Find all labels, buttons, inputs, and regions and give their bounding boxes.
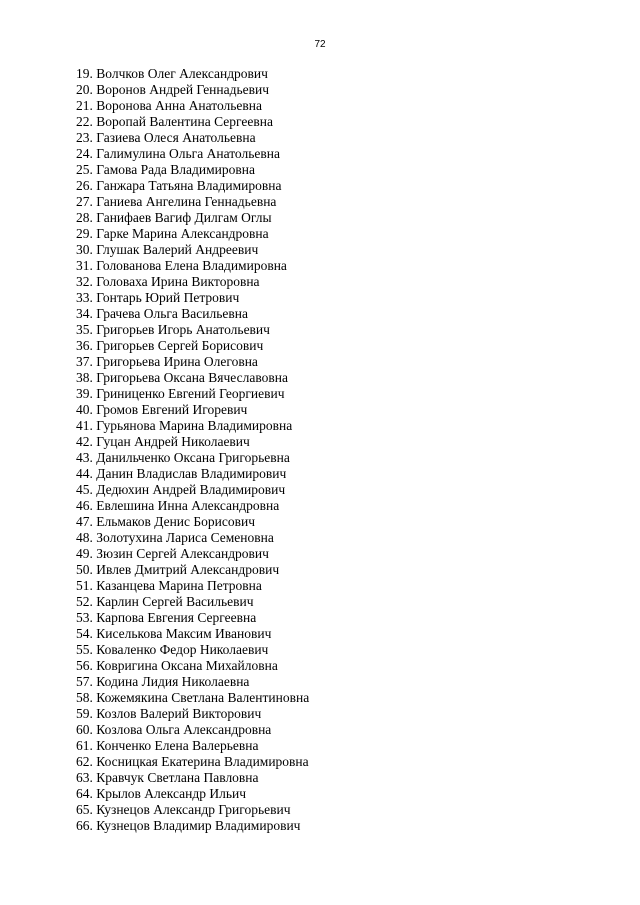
list-item: 39. Гриниценко Евгений Георгиевич <box>76 386 285 401</box>
list-item: 47. Ельмаков Денис Борисович <box>76 514 255 529</box>
list-item: 66. Кузнецов Владимир Владимирович <box>76 818 301 833</box>
list-item: 43. Данильченко Оксана Григорьевна <box>76 450 290 465</box>
list-item: 21. Воронова Анна Анатольевна <box>76 98 262 113</box>
list-item: 27. Ганиева Ангелина Геннадьевна <box>76 194 277 209</box>
list-item: 64. Крылов Александр Ильич <box>76 786 247 801</box>
list-item: 63. Кравчук Светлана Павловна <box>76 770 259 785</box>
list-item: 41. Гурьянова Марина Владимировна <box>76 418 293 433</box>
list-item: 59. Козлов Валерий Викторович <box>76 706 262 721</box>
list-item: 61. Конченко Елена Валерьевна <box>76 738 259 753</box>
list-item: 48. Золотухина Лариса Семеновна <box>76 530 274 545</box>
list-item: 24. Галимулина Ольга Анатольевна <box>76 146 280 161</box>
list-item: 46. Евлешина Инна Александровна <box>76 498 280 513</box>
list-item: 49. Зюзин Сергей Александрович <box>76 546 269 561</box>
list-item: 54. Киселькова Максим Иванович <box>76 626 272 641</box>
list-item: 58. Кожемякина Светлана Валентиновна <box>76 690 310 705</box>
list-item: 52. Карлин Сергей Васильевич <box>76 594 254 609</box>
list-item: 26. Ганжара Татьяна Владимировна <box>76 178 282 193</box>
list-item: 37. Григорьева Ирина Олеговна <box>76 354 258 369</box>
list-item: 51. Казанцева Марина Петровна <box>76 578 262 593</box>
list-item: 62. Косницкая Екатерина Владимировна <box>76 754 309 769</box>
list-item: 34. Грачева Ольга Васильевна <box>76 306 248 321</box>
list-item: 45. Дедюхин Андрей Владимирович <box>76 482 286 497</box>
list-item: 60. Козлова Ольга Александровна <box>76 722 272 737</box>
page-number: 72 <box>314 39 326 50</box>
list-item: 36. Григорьев Сергей Борисович <box>76 338 264 353</box>
list-item: 30. Глушак Валерий Андреевич <box>76 242 259 257</box>
list-item: 35. Григорьев Игорь Анатольевич <box>76 322 270 337</box>
name-list <box>76 66 309 834</box>
list-item: 56. Ковригина Оксана Михайловна <box>76 658 278 673</box>
list-item: 32. Головаха Ирина Викторовна <box>76 274 260 289</box>
list-item: 25. Гамова Рада Владимировна <box>76 162 255 177</box>
list-item: 44. Данин Владислав Владимирович <box>76 466 287 481</box>
list-item: 23. Газиева Олеся Анатольевна <box>76 130 256 145</box>
list-item: 50. Ивлев Дмитрий Александрович <box>76 562 280 577</box>
list-item: 38. Григорьева Оксана Вячеславовна <box>76 370 288 385</box>
list-item: 31. Голованова Елена Владимировна <box>76 258 287 273</box>
list-item: 20. Воронов Андрей Геннадьевич <box>76 82 270 97</box>
list-item: 19. Волчков Олег Александрович <box>76 66 268 81</box>
list-item: 29. Гарке Марина Александровна <box>76 226 269 241</box>
list-item: 40. Громов Евгений Игоревич <box>76 402 248 417</box>
list-item: 42. Гуцан Андрей Николаевич <box>76 434 250 449</box>
list-item: 65. Кузнецов Александр Григорьевич <box>76 802 291 817</box>
list-item: 33. Гонтарь Юрий Петрович <box>76 290 240 305</box>
list-item: 55. Коваленко Федор Николаевич <box>76 642 269 657</box>
list-item: 57. Кодина Лидия Николаевна <box>76 674 250 689</box>
list-item: 22. Воропай Валентина Сергеевна <box>76 114 273 129</box>
list-item: 28. Ганифаев Вагиф Дилгам Оглы <box>76 210 272 225</box>
list-item: 53. Карпова Евгения Сергеевна <box>76 610 257 625</box>
